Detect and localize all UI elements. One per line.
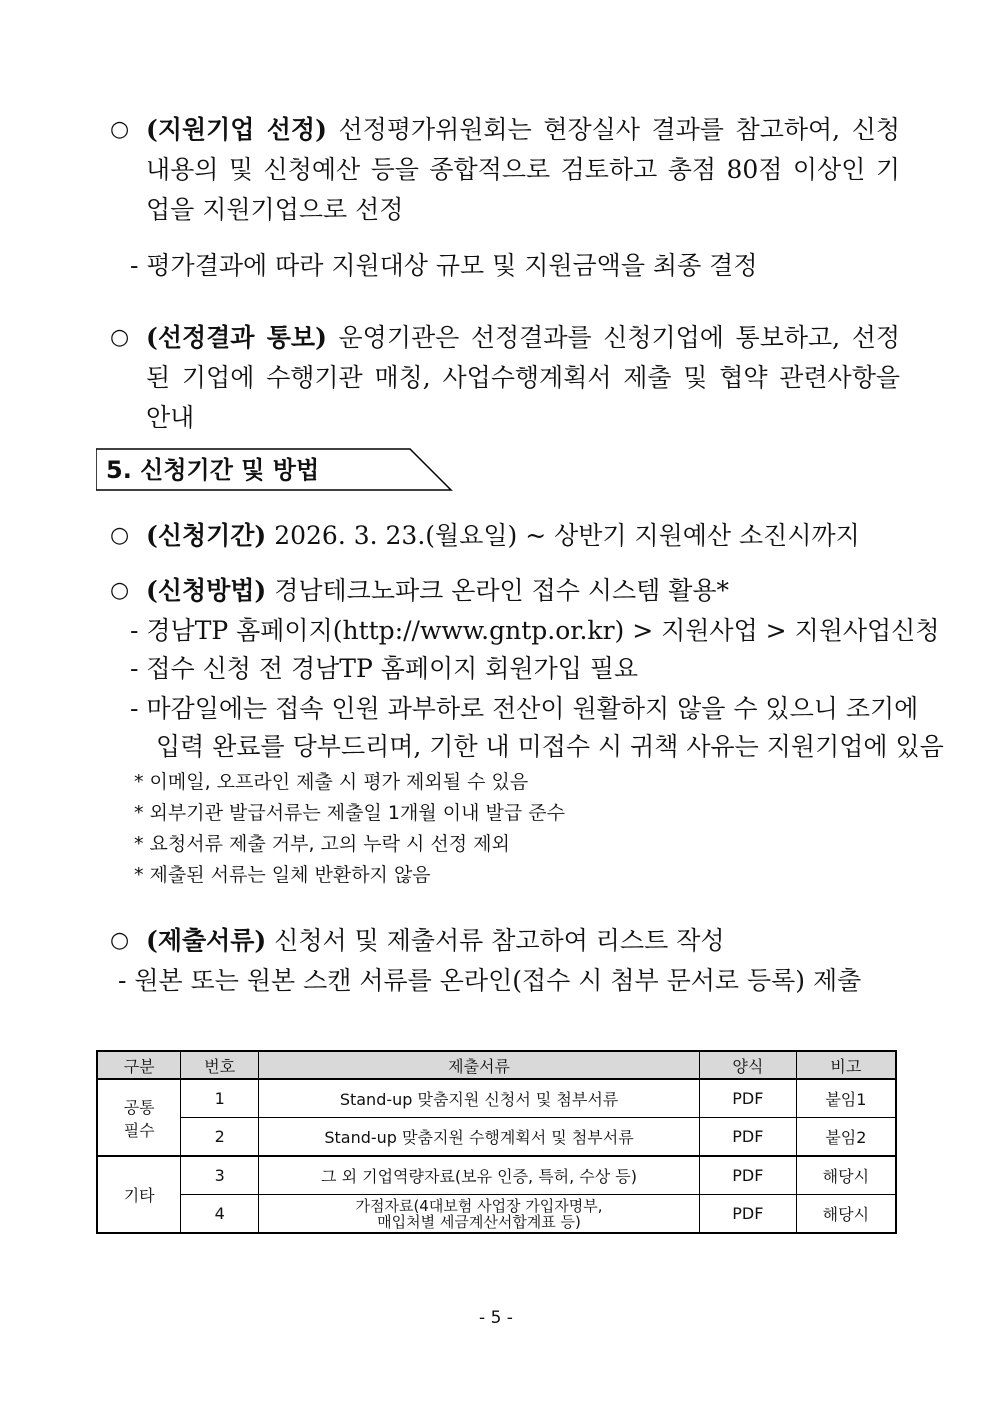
row-document: 가점자료(4대보험 사업장 가입자명부, 매입처별 세금계산서합계표 등) bbox=[259, 1195, 700, 1234]
documents-heading: (제출서류) bbox=[146, 926, 267, 955]
method-item-deadline-cont: 입력 완료를 당부드리며, 기한 내 미접수 시 귀책 사유는 지원기업에 있음 bbox=[156, 732, 944, 761]
circle-bullet-icon: ○ bbox=[110, 928, 130, 953]
selection-paragraph bbox=[110, 110, 900, 230]
section-heading-box bbox=[96, 448, 456, 492]
circle-bullet-icon: ○ bbox=[110, 523, 130, 548]
row-document: Stand-up 맞춤지원 수행계획서 및 첨부서류 bbox=[259, 1118, 700, 1157]
method-paragraph bbox=[110, 571, 900, 611]
section-title: 5. 신청기간 및 방법 bbox=[106, 456, 320, 484]
notification-text bbox=[146, 318, 900, 438]
header-document: 제출서류 bbox=[259, 1051, 700, 1079]
group-other: 기타 bbox=[97, 1156, 181, 1233]
table-header-row bbox=[97, 1051, 896, 1079]
row-document: Stand-up 맞춤지원 신청서 및 첨부서류 bbox=[259, 1079, 700, 1118]
table-row bbox=[97, 1195, 896, 1234]
table-row bbox=[97, 1079, 896, 1118]
note-item: * 제출된 서류는 일체 반환하지 않음 bbox=[134, 864, 431, 886]
note-item: * 이메일, 오프라인 제출 시 평가 제외될 수 있음 bbox=[134, 771, 529, 793]
row-remarks: 해당시 bbox=[796, 1156, 896, 1195]
group-common-required: 공통 필수 bbox=[97, 1079, 181, 1156]
documents-body: 신청서 및 제출서류 참고하여 리스트 작성 bbox=[266, 926, 725, 955]
row-format: PDF bbox=[699, 1195, 796, 1234]
notification-body: 운영기관은 선정결과를 신청기업에 통보하고, 선정된 기업에 수행기관 매칭, 사업수행계획서 제출 및 협약 관련사항을 안내 bbox=[146, 323, 900, 432]
selection-heading: (지원기업 선정) bbox=[146, 115, 327, 144]
documents-subitem: - 원본 또는 원본 스캔 서류를 온라인(접수 시 첨부 문서로 등록) 제출 bbox=[118, 966, 862, 995]
row-number: 2 bbox=[181, 1118, 259, 1157]
header-remarks: 비고 bbox=[796, 1051, 896, 1079]
row-number: 4 bbox=[181, 1195, 259, 1234]
table-row bbox=[97, 1118, 896, 1157]
header-category: 구분 bbox=[97, 1051, 181, 1079]
header-number: 번호 bbox=[181, 1051, 259, 1079]
row-document: 그 외 기업역량자료(보유 인증, 특허, 수상 등) bbox=[259, 1156, 700, 1195]
selection-subitem: - 평가결과에 따라 지원대상 규모 및 지원금액을 최종 결정 bbox=[130, 251, 758, 280]
row-format: PDF bbox=[699, 1079, 796, 1118]
note-item: * 요청서류 제출 거부, 고의 누락 시 선정 제외 bbox=[134, 833, 510, 855]
documents-text bbox=[146, 921, 900, 961]
method-item-homepage: - 경남TP 홈페이지(http://www.gntp.or.kr) > 지원사업 > 지원사업신청 bbox=[130, 616, 940, 645]
documents-paragraph bbox=[110, 921, 900, 961]
row-format: PDF bbox=[699, 1118, 796, 1157]
row-remarks: 붙임2 bbox=[796, 1118, 896, 1157]
row-remarks: 붙임1 bbox=[796, 1079, 896, 1118]
table-row bbox=[97, 1156, 896, 1195]
circle-bullet-icon: ○ bbox=[110, 117, 130, 142]
circle-bullet-icon: ○ bbox=[110, 325, 130, 350]
row-format: PDF bbox=[699, 1156, 796, 1195]
period-heading: (신청기간) bbox=[146, 521, 267, 550]
period-body: 2026. 3. 23.(월요일) ~ 상반기 지원예산 소진시까지 bbox=[266, 521, 860, 550]
row-number: 1 bbox=[181, 1079, 259, 1118]
note-item: * 외부기관 발급서류는 제출일 1개월 이내 발급 준수 bbox=[134, 802, 565, 824]
selection-body: 선정평가위원회는 현장실사 결과를 참고하여, 신청내용의 및 신청예산 등을 종합적으로 검토하고 총점 80점 이상인 기업을 지원기업으로 선정 bbox=[146, 115, 900, 224]
circle-bullet-icon: ○ bbox=[110, 578, 130, 603]
row-remarks: 해당시 bbox=[796, 1195, 896, 1234]
page-number: - 5 - bbox=[479, 1308, 513, 1328]
method-item-signup: - 접수 신청 전 경남TP 홈페이지 회원가입 필요 bbox=[130, 654, 639, 683]
row-number: 3 bbox=[181, 1156, 259, 1195]
method-body: 경남테크노파크 온라인 접수 시스템 활용* bbox=[266, 576, 730, 605]
notification-heading: (선정결과 통보) bbox=[146, 323, 327, 352]
period-paragraph bbox=[110, 516, 900, 556]
header-format: 양식 bbox=[699, 1051, 796, 1079]
method-item-deadline: - 마감일에는 접속 인원 과부하로 전산이 원활하지 않을 수 있으니 조기에 bbox=[130, 694, 919, 723]
method-heading: (신청방법) bbox=[146, 576, 267, 605]
selection-text bbox=[146, 110, 900, 230]
method-text bbox=[146, 571, 900, 611]
period-text bbox=[146, 516, 900, 556]
submission-documents-table bbox=[96, 1050, 897, 1234]
notification-paragraph bbox=[110, 318, 900, 432]
